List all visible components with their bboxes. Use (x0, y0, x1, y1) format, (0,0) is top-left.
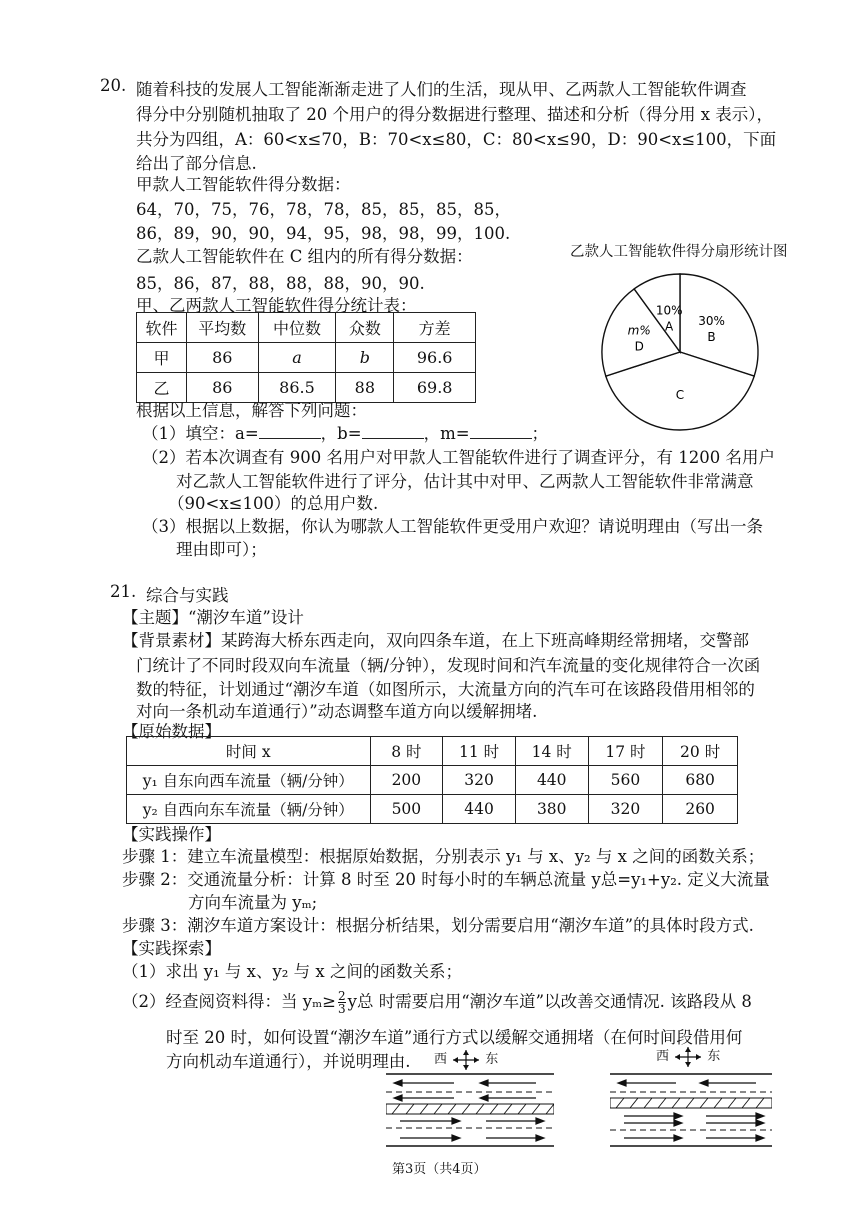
pie-value-label-d: m% (627, 323, 651, 338)
stat-header-cell: 平均数 (187, 313, 259, 343)
q20-part3-line1: （3）根据以上数据，你认为哪款人工智能软件更受用户欢迎？请说明理由（写出一条 (142, 517, 763, 536)
east-label: 东 (485, 1052, 499, 1067)
q20-part2-line2: 对乙款人工智能软件进行了评分，估计其中对甲、乙两款人工智能软件非常满意 (176, 472, 754, 491)
step2-line1: 步骤 2：交通流量分析：计算 8 时至 20 时每小时的车辆总流量 y总=y₁+y₂. 定义大流量 (122, 870, 770, 889)
q20-part1 (142, 420, 548, 444)
answer-blank-b[interactable] (362, 424, 424, 439)
answer-blank-a[interactable] (259, 424, 321, 439)
raw-header-cell: 20 时 (663, 737, 738, 766)
q21-number: 21. (110, 582, 137, 601)
explore-part2-line3: 方向机动车道通行），并说明理由. (166, 1052, 411, 1071)
q21-title: 综合与实践 (146, 586, 229, 605)
west-label: 西 (656, 1049, 670, 1064)
raw-cell: 500 (370, 795, 443, 824)
road-diagram-tidal (610, 1072, 772, 1148)
step2-line2: 方向车流量为 yₘ; (188, 893, 318, 912)
raw-cell: 380 (515, 795, 588, 824)
practice-op-title: 【实践操作】 (122, 825, 221, 844)
compass-left (434, 1048, 498, 1071)
stat-header-cell: 方差 (394, 313, 476, 343)
raw-cell: y₁ 自东向西车流量（辆/分钟） (127, 766, 371, 795)
raw-header-cell: 时间 x (127, 737, 371, 766)
raw-table-row (127, 795, 738, 824)
raw-cell: 560 (588, 766, 663, 795)
explore-part2-line2: 时至 20 时，如何设置“潮汐车道”通行方式以缓解交通拥堵（在何时间段借用何 (166, 1028, 743, 1047)
pie-category-label-b: B (707, 330, 716, 345)
jia-data-title: 甲款人工智能软件得分数据： (136, 175, 351, 194)
pie-value-label-b: 30% (698, 314, 725, 329)
yi-c-data: 85，86，87，88，88，88，90，90. (136, 274, 425, 293)
stat-cell: 86.5 (258, 373, 336, 403)
explore-part1: （1）求出 y₁ 与 x、y₂ 与 x 之间的函数关系； (122, 962, 462, 981)
raw-header-cell: 17 时 (588, 737, 663, 766)
q21-theme: 【主题】“潮汐车道”设计 (122, 608, 304, 627)
pie-value-label-a: 10% (655, 303, 683, 318)
raw-header-cell: 8 时 (370, 737, 443, 766)
stat-table-title: 甲、乙两款人工智能软件得分统计表： (136, 296, 417, 315)
q20-part2-line3: （90<x≤100）的总用户数. (168, 494, 379, 513)
pie-category-label-a: A (665, 319, 674, 334)
part1-prefix: （1）填空：a= (142, 424, 259, 443)
answer-blank-m[interactable] (470, 424, 532, 439)
raw-header-cell: 11 时 (443, 737, 516, 766)
pie-chart (590, 262, 770, 442)
raw-cell: 320 (443, 766, 516, 795)
stat-cell: 69.8 (394, 373, 476, 403)
raw-cell: 200 (370, 766, 443, 795)
stat-cell: a (258, 343, 336, 373)
page-footer: 第3页（共4页） (392, 1162, 487, 1177)
part2-suffix: y总 时需要启用“潮汐车道”以改善交通情况. 该路段从 8 (347, 992, 752, 1011)
fraction-two-thirds (338, 990, 346, 1015)
stat-cell: 88 (336, 373, 394, 403)
jia-data-line1: 64，70，75，76，78，78，85，85，85，85， (136, 200, 511, 219)
pie-category-label-c: C (675, 387, 685, 402)
compass-arrows-icon (673, 1046, 703, 1068)
part1-mid1: ，b= (320, 424, 362, 443)
road-diagram-normal (386, 1072, 554, 1148)
q21-bg-line2: 门统计了不同时段双向车流量（辆/分钟），发现时间和汽车流量的变化规律符合一次函 (136, 656, 761, 675)
q20-intro-line1: 随着科技的发展人工智能渐渐走进了人们的生活，现从甲、乙两款人工智能软件调查 (136, 80, 747, 99)
stat-table (136, 312, 476, 403)
stat-cell: 乙 (137, 373, 187, 403)
compass-right (656, 1045, 720, 1068)
part1-end: ； (531, 424, 549, 443)
q20-intro-line2: 得分中分别随机抽取了 20 个用户的得分数据进行整理、描述和分析（得分用 x 表示）， (136, 105, 774, 124)
stat-cell: 96.6 (394, 343, 476, 373)
q20-number: 20. (100, 76, 127, 95)
stat-table-row (137, 343, 476, 373)
raw-header-cell: 14 时 (515, 737, 588, 766)
explore-part2-line1 (122, 988, 752, 1015)
step1: 步骤 1：建立车流量模型：根据原始数据，分别表示 y₁ 与 x、y₂ 与 x 之间的函数关系； (122, 847, 765, 866)
pie-chart-title: 乙款人工智能软件得分扇形统计图 (570, 244, 788, 260)
part1-mid2: ，m= (423, 424, 470, 443)
raw-data-title: 【原始数据】 (122, 722, 221, 741)
raw-cell: 320 (588, 795, 663, 824)
yi-c-title: 乙款人工智能软件在 C 组内的所有得分数据： (136, 247, 473, 266)
q21-bg-line3: 数的特征，计划通过“潮汐车道（如图所示，大流量方向的汽车可在该路段借用相邻的 (136, 680, 755, 699)
east-label: 东 (707, 1049, 721, 1064)
q21-bg-line1: 【背景素材】某跨海大桥东西走向，双向四条车道，在上下班高峰期经常拥堵，交警部 (122, 631, 749, 650)
stat-cell: 86 (187, 343, 259, 373)
raw-cell: 260 (663, 795, 738, 824)
q20-intro-line3: 共分为四组，A：60<x≤70，B：70<x≤80，C：80<x≤90，D：90<x≤100，下面 (136, 130, 777, 149)
compass-arrows-icon (451, 1049, 481, 1071)
raw-cell: 440 (443, 795, 516, 824)
step3: 步骤 3：潮汐车道方案设计：根据分析结果，划分需要启用“潮汐车道”的具体时段方式. (122, 916, 754, 935)
fraction-numerator: 2 (338, 989, 346, 1003)
q20-part3-line2: 理由即可）； (176, 540, 267, 559)
raw-table-row (127, 766, 738, 795)
raw-cell: 440 (515, 766, 588, 795)
stat-table-header-row (137, 313, 476, 343)
raw-table-header-row (127, 737, 738, 766)
west-label: 西 (434, 1052, 448, 1067)
raw-data-table (126, 736, 738, 824)
explore-title: 【实践探索】 (122, 939, 221, 958)
q20-part2-line1: （2）若本次调查有 900 名用户对甲款人工智能软件进行了调查评分，有 1200 名用户 (142, 448, 775, 467)
stat-header-cell: 软件 (137, 313, 187, 343)
q20-intro-line4: 给出了部分信息. (136, 154, 257, 173)
part2-prefix: （2）经查阅资料得：当 yₘ≥ (122, 992, 337, 1011)
stat-header-cell: 中位数 (258, 313, 336, 343)
stat-header-cell: 众数 (336, 313, 394, 343)
jia-data-line2: 86，89，90，90，94，95，98，98，99，100. (136, 224, 511, 243)
stat-cell: 86 (187, 373, 259, 403)
pie-category-label-d: D (634, 339, 644, 354)
raw-cell: 680 (663, 766, 738, 795)
q21-bg-line4: 对向一条机动车道通行）”动态调整车道方向以缓解拥堵. (136, 702, 538, 721)
fraction-denominator: 3 (338, 1002, 346, 1016)
stat-cell: 甲 (137, 343, 187, 373)
raw-cell: y₂ 自西向东车流量（辆/分钟） (127, 795, 371, 824)
q20-ask: 根据以上信息，解答下列问题： (136, 401, 367, 420)
stat-cell: b (336, 343, 394, 373)
